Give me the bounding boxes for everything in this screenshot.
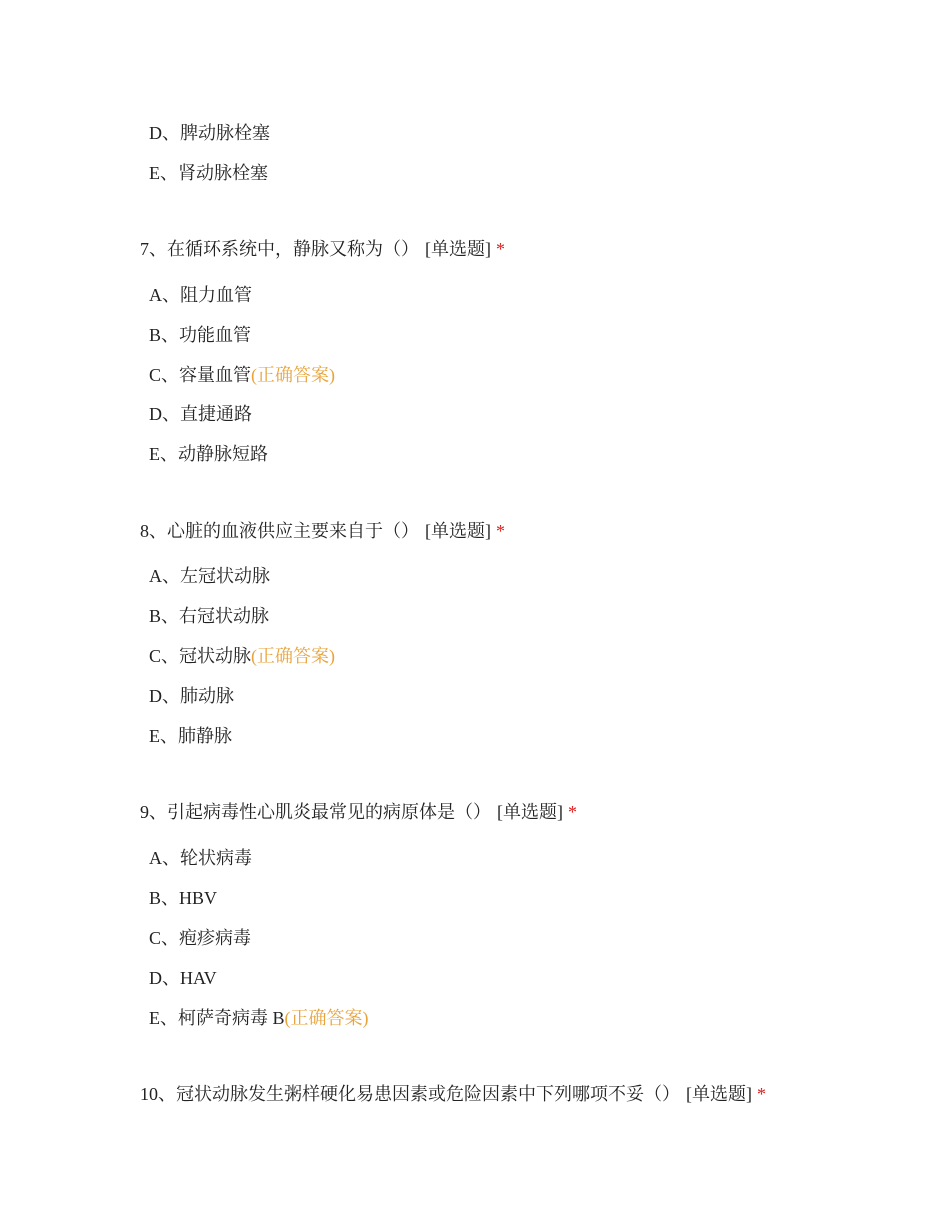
option-d (149, 967, 217, 989)
option-letter: B、 (149, 325, 180, 345)
option-text: 功能血管 (179, 325, 252, 345)
option-e (149, 162, 268, 184)
option-text: 右冠状动脉 (179, 606, 270, 626)
option-a (149, 565, 270, 587)
question-type-label: [单选题] (425, 521, 491, 541)
option-text: 肺静脉 (178, 726, 232, 746)
question-prompt: 8、心脏的血液供应主要来自于（） (140, 521, 419, 541)
question-title (140, 1083, 766, 1105)
option-letter: A、 (149, 566, 180, 586)
option-letter: C、 (149, 646, 180, 666)
option-letter: D、 (149, 686, 180, 706)
option-letter: E、 (149, 444, 178, 464)
option-letter: A、 (149, 848, 180, 868)
option-letter: B、 (149, 606, 180, 626)
required-marker: * (757, 1084, 766, 1104)
option-text: 直捷通路 (180, 404, 252, 424)
required-marker: * (496, 239, 505, 259)
option-c (149, 364, 335, 386)
option-text: 冠状动脉 (179, 646, 252, 666)
option-e (149, 1007, 369, 1029)
option-text: 容量血管 (179, 365, 252, 385)
question-type-label: [单选题] (425, 239, 491, 259)
question-prompt: 10、冠状动脉发生粥样硬化易患因素或危险因素中下列哪项不妥（） (140, 1084, 680, 1104)
question-type-label: [单选题] (497, 802, 563, 822)
option-e (149, 443, 268, 465)
option-e (149, 725, 232, 747)
option-letter: D、 (149, 968, 180, 988)
option-b (149, 605, 269, 627)
option-text: 脾动脉栓塞 (180, 123, 270, 143)
question-type-label: [单选题] (686, 1084, 752, 1104)
required-marker: * (496, 521, 505, 541)
option-text: 左冠状动脉 (180, 566, 270, 586)
option-text: 动静脉短路 (178, 444, 268, 464)
option-b (149, 324, 251, 346)
option-letter: D、 (149, 123, 180, 143)
option-letter: A、 (149, 285, 180, 305)
option-a (149, 847, 252, 869)
option-text: HBV (179, 888, 218, 908)
question-title (140, 520, 505, 542)
correct-answer-mark: (正确答案) (251, 646, 336, 666)
option-d (149, 685, 234, 707)
question-prompt: 9、引起病毒性心肌炎最常见的病原体是（） (140, 802, 491, 822)
option-letter: C、 (149, 365, 180, 385)
question-title (140, 238, 505, 260)
correct-answer-mark: (正确答案) (251, 365, 336, 385)
option-c (149, 927, 251, 949)
option-b (149, 887, 217, 909)
option-letter: E、 (149, 1008, 178, 1028)
option-c (149, 645, 335, 667)
question-title (140, 801, 577, 823)
option-text: 阻力血管 (180, 285, 252, 305)
option-d (149, 122, 270, 144)
option-letter: E、 (149, 163, 178, 183)
option-text: 肾动脉栓塞 (178, 163, 268, 183)
required-marker: * (568, 802, 577, 822)
option-letter: D、 (149, 404, 180, 424)
option-text: 肺动脉 (180, 686, 234, 706)
question-prompt: 7、在循环系统中，静脉又称为（） (140, 239, 419, 259)
option-letter: E、 (149, 726, 178, 746)
option-text: 柯萨奇病毒 B (178, 1008, 285, 1028)
option-letter: C、 (149, 928, 180, 948)
option-text: 轮状病毒 (180, 848, 252, 868)
option-a (149, 284, 252, 306)
option-d (149, 403, 252, 425)
option-letter: B、 (149, 888, 180, 908)
option-text: 疱疹病毒 (179, 928, 252, 948)
option-text: HAV (180, 968, 217, 988)
correct-answer-mark: (正确答案) (284, 1008, 369, 1028)
